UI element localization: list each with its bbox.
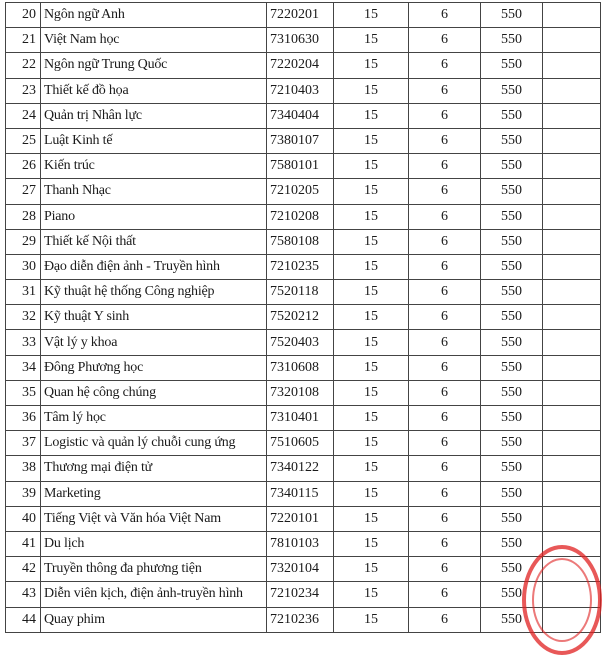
program-name: Piano [41, 204, 267, 229]
empty-cell [543, 330, 601, 355]
empty-cell [543, 53, 601, 78]
value-550: 550 [481, 254, 543, 279]
table-row [6, 506, 601, 531]
empty-cell [543, 28, 601, 53]
value-6: 6 [409, 431, 481, 456]
value-550: 550 [481, 53, 543, 78]
table-row [6, 330, 601, 355]
programs-table [5, 2, 601, 633]
program-code: 7380107 [267, 128, 334, 153]
program-name: Việt Nam học [41, 28, 267, 53]
value-15: 15 [334, 380, 409, 405]
program-name: Quan hệ công chúng [41, 380, 267, 405]
empty-cell [543, 78, 601, 103]
value-6: 6 [409, 607, 481, 632]
table-row [6, 531, 601, 556]
value-15: 15 [334, 179, 409, 204]
program-name: Thiết kế Nội thất [41, 229, 267, 254]
value-550: 550 [481, 582, 543, 607]
table-row [6, 406, 601, 431]
program-code: 7580108 [267, 229, 334, 254]
empty-cell [543, 355, 601, 380]
empty-cell [543, 531, 601, 556]
table-row [6, 179, 601, 204]
value-15: 15 [334, 254, 409, 279]
value-6: 6 [409, 78, 481, 103]
value-550: 550 [481, 179, 543, 204]
value-550: 550 [481, 431, 543, 456]
program-name: Kỹ thuật Y sinh [41, 305, 267, 330]
empty-cell [543, 229, 601, 254]
table-row [6, 78, 601, 103]
program-code: 7210234 [267, 582, 334, 607]
row-number: 30 [6, 254, 41, 279]
value-550: 550 [481, 330, 543, 355]
value-6: 6 [409, 481, 481, 506]
value-550: 550 [481, 557, 543, 582]
program-name: Luật Kinh tế [41, 128, 267, 153]
value-6: 6 [409, 179, 481, 204]
value-550: 550 [481, 78, 543, 103]
program-code: 7210205 [267, 179, 334, 204]
value-550: 550 [481, 305, 543, 330]
value-6: 6 [409, 380, 481, 405]
program-code: 7810103 [267, 531, 334, 556]
program-code: 7320104 [267, 557, 334, 582]
value-550: 550 [481, 380, 543, 405]
program-name: Kỹ thuật hệ thống Công nghiệp [41, 280, 267, 305]
program-name: Du lịch [41, 531, 267, 556]
value-15: 15 [334, 531, 409, 556]
value-550: 550 [481, 607, 543, 632]
empty-cell [543, 154, 601, 179]
row-number: 43 [6, 582, 41, 607]
value-15: 15 [334, 355, 409, 380]
value-6: 6 [409, 506, 481, 531]
value-15: 15 [334, 128, 409, 153]
value-550: 550 [481, 204, 543, 229]
table-row [6, 103, 601, 128]
program-name: Thanh Nhạc [41, 179, 267, 204]
row-number: 38 [6, 456, 41, 481]
table-row [6, 128, 601, 153]
row-number: 31 [6, 280, 41, 305]
table-row [6, 481, 601, 506]
program-code: 7580101 [267, 154, 334, 179]
empty-cell [543, 3, 601, 28]
value-6: 6 [409, 53, 481, 78]
empty-cell [543, 128, 601, 153]
value-15: 15 [334, 78, 409, 103]
value-15: 15 [334, 103, 409, 128]
program-name: Diễn viên kịch, điện ảnh-truyền hình [41, 582, 267, 607]
table-row [6, 3, 601, 28]
program-code: 7510605 [267, 431, 334, 456]
value-6: 6 [409, 128, 481, 153]
table-row [6, 229, 601, 254]
value-15: 15 [334, 154, 409, 179]
row-number: 41 [6, 531, 41, 556]
row-number: 23 [6, 78, 41, 103]
table-row [6, 280, 601, 305]
empty-cell [543, 607, 601, 632]
value-550: 550 [481, 103, 543, 128]
empty-cell [543, 179, 601, 204]
program-code: 7310630 [267, 28, 334, 53]
value-15: 15 [334, 204, 409, 229]
value-6: 6 [409, 280, 481, 305]
value-6: 6 [409, 254, 481, 279]
row-number: 42 [6, 557, 41, 582]
program-code: 7320108 [267, 380, 334, 405]
program-name: Quản trị Nhân lực [41, 103, 267, 128]
value-6: 6 [409, 154, 481, 179]
row-number: 32 [6, 305, 41, 330]
row-number: 20 [6, 3, 41, 28]
program-code: 7340115 [267, 481, 334, 506]
table-row [6, 607, 601, 632]
program-code: 7340404 [267, 103, 334, 128]
value-15: 15 [334, 305, 409, 330]
program-name: Tiếng Việt và Văn hóa Việt Nam [41, 506, 267, 531]
empty-cell [543, 582, 601, 607]
value-550: 550 [481, 154, 543, 179]
program-name: Đông Phương học [41, 355, 267, 380]
program-name: Quay phim [41, 607, 267, 632]
program-code: 7210235 [267, 254, 334, 279]
program-code: 7210236 [267, 607, 334, 632]
table-row [6, 28, 601, 53]
value-550: 550 [481, 128, 543, 153]
value-6: 6 [409, 582, 481, 607]
row-number: 28 [6, 204, 41, 229]
program-code: 7220201 [267, 3, 334, 28]
row-number: 44 [6, 607, 41, 632]
value-550: 550 [481, 531, 543, 556]
value-15: 15 [334, 53, 409, 78]
value-550: 550 [481, 406, 543, 431]
value-15: 15 [334, 607, 409, 632]
value-15: 15 [334, 557, 409, 582]
empty-cell [543, 103, 601, 128]
row-number: 26 [6, 154, 41, 179]
empty-cell [543, 456, 601, 481]
value-550: 550 [481, 229, 543, 254]
value-6: 6 [409, 229, 481, 254]
value-15: 15 [334, 506, 409, 531]
program-code: 7220204 [267, 53, 334, 78]
value-15: 15 [334, 330, 409, 355]
empty-cell [543, 280, 601, 305]
value-6: 6 [409, 3, 481, 28]
value-550: 550 [481, 456, 543, 481]
program-code: 7210208 [267, 204, 334, 229]
empty-cell [543, 406, 601, 431]
value-550: 550 [481, 280, 543, 305]
row-number: 34 [6, 355, 41, 380]
value-15: 15 [334, 481, 409, 506]
empty-cell [543, 254, 601, 279]
row-number: 29 [6, 229, 41, 254]
program-code: 7210403 [267, 78, 334, 103]
value-6: 6 [409, 531, 481, 556]
row-number: 35 [6, 380, 41, 405]
program-name: Ngôn ngữ Anh [41, 3, 267, 28]
value-550: 550 [481, 506, 543, 531]
value-15: 15 [334, 406, 409, 431]
row-number: 37 [6, 431, 41, 456]
value-6: 6 [409, 406, 481, 431]
value-6: 6 [409, 204, 481, 229]
empty-cell [543, 557, 601, 582]
empty-cell [543, 431, 601, 456]
program-code: 7310608 [267, 355, 334, 380]
row-number: 40 [6, 506, 41, 531]
row-number: 27 [6, 179, 41, 204]
program-name: Tâm lý học [41, 406, 267, 431]
empty-cell [543, 481, 601, 506]
value-6: 6 [409, 355, 481, 380]
program-code: 7340122 [267, 456, 334, 481]
value-15: 15 [334, 229, 409, 254]
empty-cell [543, 506, 601, 531]
row-number: 39 [6, 481, 41, 506]
value-15: 15 [334, 28, 409, 53]
table-row [6, 355, 601, 380]
value-15: 15 [334, 456, 409, 481]
row-number: 21 [6, 28, 41, 53]
empty-cell [543, 380, 601, 405]
value-15: 15 [334, 582, 409, 607]
value-550: 550 [481, 3, 543, 28]
row-number: 22 [6, 53, 41, 78]
row-number: 33 [6, 330, 41, 355]
value-15: 15 [334, 431, 409, 456]
table-row [6, 557, 601, 582]
table-row [6, 380, 601, 405]
program-code: 7310401 [267, 406, 334, 431]
row-number: 36 [6, 406, 41, 431]
program-code: 7220101 [267, 506, 334, 531]
value-550: 550 [481, 481, 543, 506]
row-number: 24 [6, 103, 41, 128]
table-row [6, 53, 601, 78]
value-550: 550 [481, 28, 543, 53]
program-name: Thiết kế đồ họa [41, 78, 267, 103]
program-name: Logistic và quản lý chuỗi cung ứng [41, 431, 267, 456]
value-15: 15 [334, 280, 409, 305]
value-550: 550 [481, 355, 543, 380]
value-6: 6 [409, 305, 481, 330]
program-name: Đạo diễn điện ảnh - Truyền hình [41, 254, 267, 279]
program-name: Vật lý y khoa [41, 330, 267, 355]
row-number: 25 [6, 128, 41, 153]
value-6: 6 [409, 557, 481, 582]
empty-cell [543, 204, 601, 229]
table-row [6, 254, 601, 279]
program-name: Marketing [41, 481, 267, 506]
table-row [6, 154, 601, 179]
empty-cell [543, 305, 601, 330]
program-name: Thương mại điện tử [41, 456, 267, 481]
table-row [6, 305, 601, 330]
value-6: 6 [409, 456, 481, 481]
value-6: 6 [409, 330, 481, 355]
program-code: 7520403 [267, 330, 334, 355]
program-name: Truyền thông đa phương tiện [41, 557, 267, 582]
value-15: 15 [334, 3, 409, 28]
program-code: 7520118 [267, 280, 334, 305]
table-row [6, 204, 601, 229]
table-row [6, 582, 601, 607]
program-name: Kiến trúc [41, 154, 267, 179]
program-code: 7520212 [267, 305, 334, 330]
program-name: Ngôn ngữ Trung Quốc [41, 53, 267, 78]
table-row [6, 456, 601, 481]
value-6: 6 [409, 103, 481, 128]
table-row [6, 431, 601, 456]
value-6: 6 [409, 28, 481, 53]
